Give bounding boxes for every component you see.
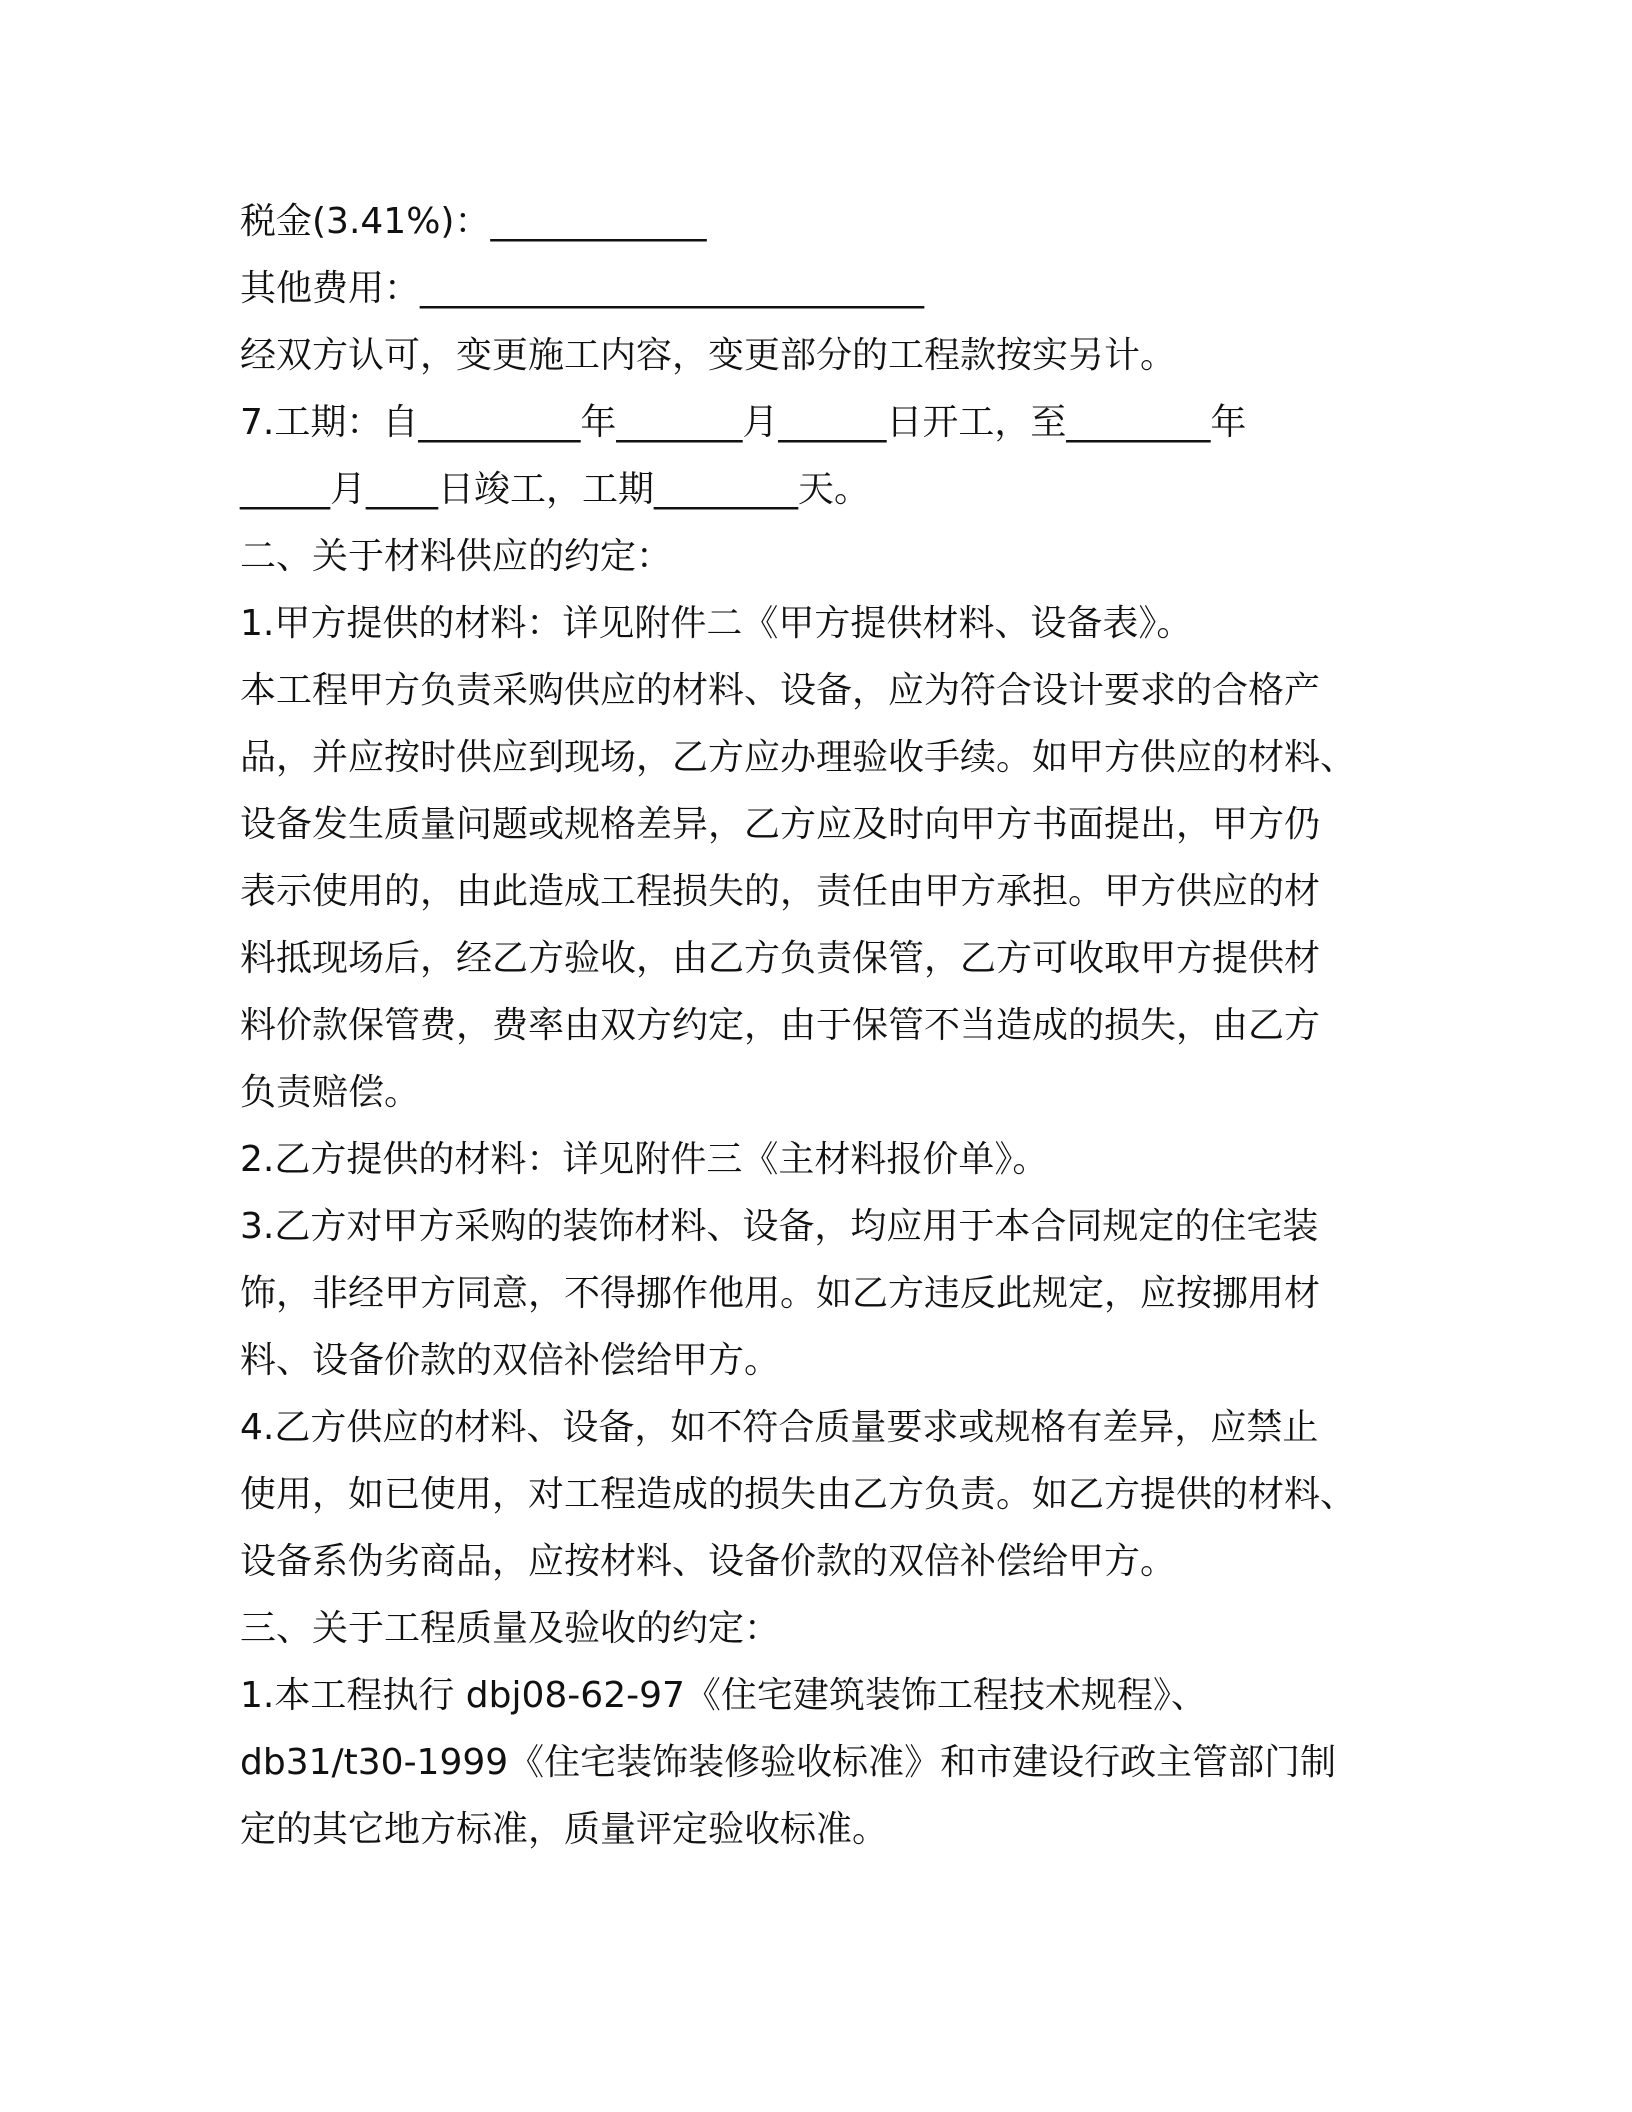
paragraph-line: 使用，如已使用，对工程造成的损失由乙方负责。如乙方提供的材料、 <box>240 1474 1357 1515</box>
paragraph-line: 料价款保管费，费率由双方约定，由于保管不当造成的损失，由乙方 <box>240 1005 1321 1046</box>
paragraph-line: 表示使用的，由此造成工程损失的，责任由甲方承担。甲方供应的材 <box>240 871 1321 912</box>
paragraph-line: 定的其它地方标准，质量评定验收标准。 <box>240 1809 889 1850</box>
paragraph-line: 饰，非经甲方同意，不得挪作他用。如乙方违反此规定，应按挪用材 <box>240 1273 1321 1314</box>
paragraph-line: 设备系伪劣商品，应按材料、设备价款的双倍补偿给甲方。 <box>240 1541 1177 1582</box>
paragraph-line: db31/t30-1999《住宅装饰装修验收标准》和市建设行政主管部门制 <box>240 1742 1337 1783</box>
schedule-line: 7.工期：自_________年_______月______日开工，至________年 <box>240 402 1247 443</box>
section-heading: 三、关于工程质量及验收的约定： <box>240 1608 781 1649</box>
paragraph-line: 品，并应按时供应到现场，乙方应办理验收手续。如甲方供应的材料、 <box>240 737 1357 778</box>
clause-line: 2.乙方提供的材料：详见附件三《主材料报价单》。 <box>240 1139 1049 1180</box>
clause-line: 1.甲方提供的材料：详见附件二《甲方提供材料、设备表》。 <box>240 603 1193 644</box>
paragraph-line: 负责赔偿。 <box>240 1072 421 1113</box>
tax-line: 税金(3.41%)：____________ <box>240 201 707 242</box>
clause-line: 4.乙方供应的材料、设备，如不符合质量要求或规格有差异，应禁止 <box>240 1407 1319 1448</box>
schedule-line: _____月____日竣工，工期________天。 <box>240 469 871 510</box>
document-body <box>240 188 1390 1863</box>
section-heading: 二、关于材料供应的约定： <box>240 536 673 577</box>
paragraph-line: 料、设备价款的双倍补偿给甲方。 <box>240 1340 781 1381</box>
paragraph-line: 料抵现场后，经乙方验收，由乙方负责保管，乙方可收取甲方提供材 <box>240 938 1321 979</box>
paragraph-line: 经双方认可，变更施工内容，变更部分的工程款按实另计。 <box>240 335 1177 376</box>
clause-line: 3.乙方对甲方采购的装饰材料、设备，均应用于本合同规定的住宅装 <box>240 1206 1319 1247</box>
other-fees-line: 其他费用：____________________________ <box>240 268 925 309</box>
paragraph-line: 设备发生质量问题或规格差异，乙方应及时向甲方书面提出，甲方仍 <box>240 804 1321 845</box>
paragraph-line: 本工程甲方负责采购供应的材料、设备，应为符合设计要求的合格产 <box>240 670 1321 711</box>
clause-line: 1.本工程执行 dbj08-62-97《住宅建筑装饰工程技术规程》、 <box>240 1675 1207 1716</box>
